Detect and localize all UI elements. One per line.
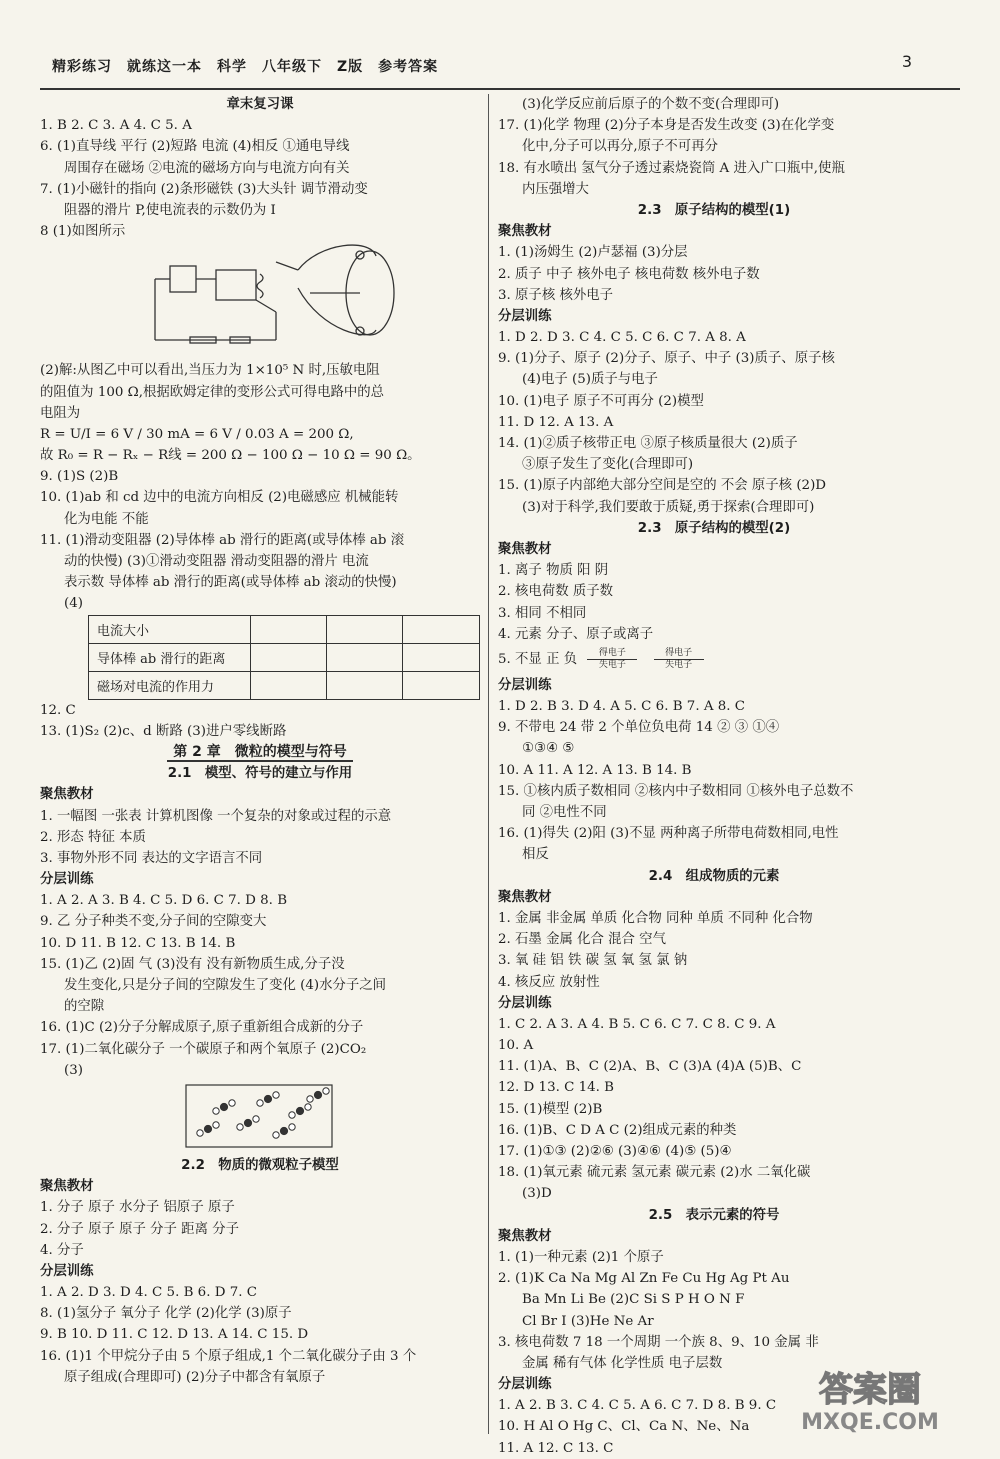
table-row	[89, 615, 480, 643]
section-heading: 2.3 原子结构的模型(2)	[637, 520, 791, 536]
answer-line: 7. (1)小磁针的指向 (2)条形磁铁 (3)大头针 调节滑动变	[40, 181, 368, 197]
answer-line: 9. B 10. D 11. C 12. D 13. A 14. C 15. D	[40, 1327, 309, 1343]
table-cell: 电流大小	[89, 615, 251, 643]
answer-line: 1. A 2. D 3. D 4. C 5. B 6. D 7. C	[40, 1285, 257, 1301]
answer-block	[498, 675, 930, 866]
answer-line: 12. C	[40, 702, 76, 718]
answer-block	[498, 887, 930, 1205]
answer-line: Cl Br I (3)He Ne Ar	[522, 1313, 654, 1329]
answer-line: 2. 分子 原子 原子 分子 距离 分子	[40, 1221, 240, 1237]
answer-line: 1. (1)汤姆生 (2)卢瑟福 (3)分层	[498, 245, 688, 261]
answer-line: 10. H Al O Hg C、Cl、Ca N、Ne、Na	[498, 1419, 750, 1435]
answer-line: 相反	[522, 847, 549, 863]
answer-line: 金属 稀有气体 化学性质 电子层数	[522, 1355, 723, 1371]
answer-line: 18. (1)氧元素 硫元素 氢元素 碳元素 (2)水 二氧化碳	[498, 1165, 811, 1181]
answer-line: 11. (1)A、B、C (2)A、B、C (3)A (4)A (5)B、C	[498, 1059, 802, 1075]
table-cell-empty	[327, 671, 403, 699]
table-cell: 磁场对电流的作用力	[89, 671, 251, 699]
answer-line: 17. (1)二氧化碳分子 一个碳原子和两个氧原子 (2)CO₂	[40, 1041, 367, 1057]
answer-line: 电阻为	[40, 405, 81, 421]
page-number: 3	[901, 52, 912, 71]
molecule-atom	[280, 1127, 287, 1134]
table-cell-empty	[250, 671, 326, 699]
molecule-atom	[273, 1132, 279, 1138]
answer-line: 1. B 2. C 3. A 4. C 5. A	[40, 118, 192, 134]
table-body	[89, 615, 480, 699]
answer-line: 的空隙	[64, 999, 105, 1015]
molecule-atom	[197, 1130, 203, 1136]
answer-line: 13. (1)S₂ (2)c、d 断路 (3)进户零线断路	[40, 723, 287, 739]
answer-line: 1. A 2. B 3. C 4. C 5. A 6. C 7. D 8. B 9. C	[498, 1398, 777, 1414]
answer-line: 聚焦教材	[40, 787, 94, 803]
answer-line: ③原子发生了变化(合理即可)	[522, 457, 694, 473]
fraction-arrow: $\frac{\text{得电子}}{\text{失电子}}$	[654, 648, 704, 671]
chapter-heading: 第 2 章 微粒的模型与符号	[40, 742, 480, 763]
circuit-figure	[40, 242, 480, 360]
answer-line: 16. (1)1 个甲烷分子由 5 个原子组成,1 个二氧化碳分子由 3 个	[40, 1348, 417, 1364]
molecule-atom	[296, 1107, 303, 1114]
answer-line: 11. A 12. C 13. C	[498, 1440, 614, 1456]
answer-line: 10. A 11. A 12. A 13. B 14. B	[498, 762, 692, 778]
answer-line: 分层训练	[498, 308, 552, 324]
answer-block	[40, 700, 480, 742]
answer-line: 8 (1)如图所示	[40, 224, 126, 240]
answer-line: 分层训练	[40, 872, 94, 888]
molecule-atom	[323, 1088, 329, 1094]
molecule-diagram	[40, 1081, 480, 1155]
answer-line: 1. 一幅图 一张表 计算机图像 一个复杂的对象或过程的示意	[40, 808, 392, 824]
answer-line: 聚焦教材	[40, 1179, 94, 1195]
answer-line: 12. D 13. C 14. B	[498, 1080, 614, 1096]
answer-line: 1. 金属 非金属 单质 化合物 同种 单质 不同种 化合物	[498, 910, 813, 926]
answer-line: 17. (1)化学 物理 (2)分子本身是否发生改变 (3)在化学变	[498, 118, 835, 134]
answer-line: 9. 不带电 24 带 2 个单位负电荷 14 ② ③ ①④	[498, 720, 780, 736]
answer-line: 9. (1)S (2)B	[40, 469, 119, 485]
answer-block	[498, 221, 930, 518]
answer-block	[40, 115, 480, 242]
table-cell-empty	[250, 643, 326, 671]
answer-line: 11. D 12. A 13. A	[498, 414, 614, 430]
header-rule	[40, 88, 960, 90]
molecule-atom	[204, 1125, 211, 1132]
answer-line: Ba Mn Li Be (2)C Si S P H O N F	[522, 1292, 745, 1308]
answer-line-5: 5. 不显 正 负 $\frac{\text{得电子}}{\text{失电子}} \frac{\text{得电子}}{\text{失电子}}$	[498, 645, 930, 675]
answer-line: 16. (1)B、C D A C (2)组成元素的种类	[498, 1122, 737, 1138]
answer-line: 化中,分子可以再分,原子不可再分	[522, 139, 718, 155]
answer-line: 2. 核电荷数 质子数	[498, 584, 614, 600]
column-divider	[488, 94, 489, 1434]
table-cell-empty	[403, 671, 480, 699]
answer-line: 2. (1)K Ca Na Mg Al Zn Fe Cu Hg Ag Pt Au	[498, 1271, 790, 1287]
molecule-atom	[220, 1103, 227, 1110]
answer-line: (3)D	[522, 1186, 552, 1202]
answer-line: 4. 分子	[40, 1242, 84, 1258]
answer-line: 15. (1)模型 (2)B	[498, 1101, 603, 1117]
answer-line: 1. (1)一种元素 (2)1 个原子	[498, 1249, 664, 1265]
answer-line: 内压强增大	[522, 181, 589, 197]
answer-line: 11. (1)滑动变阻器 (2)导体棒 ab 滑行的距离(或导体棒 ab 滚	[40, 532, 405, 548]
answer-line: 18. 有水喷出 氢气分子透过素烧瓷筒 A 进入广口瓶中,使瓶	[498, 160, 845, 176]
answer-line: 16. (1)C (2)分子分解成原子,原子重新组合成新的分子	[40, 1020, 364, 1036]
section-heading: 2.3 原子结构的模型(1)	[637, 202, 791, 218]
answer-line: 1. C 2. A 3. A 4. B 5. C 6. C 7. C 8. C 9. A	[498, 1016, 776, 1032]
answer-line: 3. 核电荷数 7 18 一个周期 一个族 8、9、10 金属 非	[498, 1334, 819, 1350]
data-table	[88, 615, 480, 700]
molecule-atom	[289, 1112, 295, 1118]
answer-line: 3. 事物外形不同 表达的文字语言不同	[40, 850, 263, 866]
watermark-logo	[760, 1365, 980, 1435]
table-cell-empty	[250, 615, 326, 643]
answer-line: 3. 原子核 核外电子	[498, 287, 614, 303]
answer-line: 同 ②电性不同	[522, 805, 607, 820]
answer-line: 的阻值为 100 Ω,根据欧姆定律的变形公式可得电路中的总	[40, 384, 385, 400]
page-header	[52, 52, 912, 82]
answer-line: (3)	[64, 1062, 83, 1078]
answer-line: 周围存在磁场 ②电流的磁场方向与电流方向有关	[64, 160, 350, 176]
answer-line: 16. (1)得失 (2)阳 (3)不显 两种离子所带电荷数相同,电性	[498, 826, 839, 842]
answer-line: 1. D 2. B 3. D 4. A 5. C 6. B 7. A 8. C	[498, 699, 746, 715]
table-row	[89, 643, 480, 671]
watermark-url: MXQE.COM	[801, 1410, 939, 1435]
left-column	[40, 94, 480, 1388]
answer-line: 发生变化,只是分子间的空隙发生了变化 (4)水分子之间	[64, 978, 387, 993]
answer-line: 2. 石墨 金属 化合 混合 空气	[498, 932, 666, 948]
molecule-atom	[305, 1104, 311, 1110]
answer-line: 17. (1)①③ (2)②⑥ (3)④⑥ (4)⑤ (5)④	[498, 1144, 732, 1159]
answer-line: 4. 核反应 放射性	[498, 974, 600, 990]
section-heading: 2.2 物质的微观粒子模型	[181, 1157, 339, 1173]
molecule-group	[197, 1088, 329, 1138]
answer-line: 1. D 2. D 3. C 4. C 5. C 6. C 7. A 8. A	[498, 330, 746, 346]
circuit-diagram	[40, 242, 480, 360]
table-cell-empty	[327, 643, 403, 671]
answer-line: 分层训练	[498, 677, 552, 693]
answer-line: 2. 形态 特征 本质	[40, 829, 146, 845]
answer-line: 1. 分子 原子 水分子 铝原子 原子	[40, 1200, 235, 1216]
molecule-atom	[257, 1100, 263, 1106]
molecule-atom	[314, 1091, 321, 1098]
answer-line: 10. (1)ab 和 cd 边中的电流方向相反 (2)电磁感应 机械能转	[40, 490, 399, 506]
answer-line: ①③④ ⑤	[522, 741, 575, 757]
answer-line: 6. (1)直导线 平行 (2)短路 电流 (4)相反 ①通电导线	[40, 139, 350, 155]
answer-line: 9. (1)分子、原子 (2)分子、原子、中子 (3)质子、原子核	[498, 351, 835, 367]
molecule-figure	[40, 1081, 480, 1155]
answer-line: 分层训练	[498, 995, 552, 1011]
right-column	[498, 94, 930, 1459]
answer-line: 分层训练	[40, 1263, 94, 1279]
answer-line: 3. 氧 硅 铝 铁 碳 氢 氧 氢 氯 钠	[498, 953, 688, 969]
answer-line: 15. ①核内质子数相同 ②核内中子数相同 ①核外电子总数不	[498, 783, 854, 799]
answer-block	[40, 784, 480, 1081]
answer-line: 阻器的滑片 P,使电流表的示数仍为 I	[64, 202, 276, 218]
answer-line: 1. 离子 物质 阳 阴	[498, 563, 609, 579]
molecule-atom	[264, 1095, 271, 1102]
molecule-atom	[273, 1092, 279, 1098]
answer-block	[498, 94, 930, 200]
molecule-atom	[229, 1100, 235, 1106]
answer-line: 化为电能 不能	[64, 511, 149, 527]
answer-line: 15. (1)原子内部绝大部分空间是空的 不会 原子核 (2)D	[498, 478, 827, 494]
answer-line: 10. (1)电子 原子不可再分 (2)模型	[498, 393, 704, 409]
header-title: 精彩练习 就练这一本 科学 八年级下 Z版 参考答案	[52, 59, 439, 75]
answer-line: 分层训练	[498, 1377, 552, 1393]
fraction-arrow: $\frac{\text{得电子}}{\text{失电子}}$	[587, 648, 637, 671]
answer-line: 8. (1)氢分子 氧分子 化学 (2)化学 (3)原子	[40, 1306, 292, 1322]
answer-line: (3)化学反应前后原子的个数不变(合理即可)	[522, 97, 780, 112]
answer-line: 10. D 11. B 12. C 13. B 14. B	[40, 935, 236, 951]
answer-line: 聚焦教材	[498, 541, 552, 557]
answer-line: (4)	[64, 596, 83, 612]
answer-line: 10. A	[498, 1038, 534, 1054]
answer-block	[498, 539, 930, 645]
answer-block	[40, 1176, 480, 1388]
answer-line: 1. A 2. A 3. B 4. C 5. D 6. C 7. D 8. B	[40, 893, 288, 909]
section-heading: 2.1 模型、符号的建立与作用	[167, 766, 353, 782]
answer-line: 聚焦教材	[498, 889, 552, 905]
section-heading: 2.5 表示元素的符号	[648, 1207, 780, 1223]
answer-line: R = U/I = 6 V / 30 mA = 6 V / 0.03 A = 200 Ω,	[40, 426, 354, 442]
answer-line: 4. 元素 分子、原子或离子	[498, 626, 654, 642]
table-cell-empty	[403, 615, 480, 643]
answer-line: 聚焦教材	[498, 224, 552, 240]
answer-line: 2. 质子 中子 核外电子 核电荷数 核外电子数	[498, 266, 760, 282]
answer-line: (3)对于科学,我们要敢于质疑,勇于探索(合理即可)	[522, 499, 815, 515]
molecule-atom	[213, 1108, 219, 1114]
answer-line: 3. 相同 不相同	[498, 605, 587, 621]
answer-line: 聚焦教材	[498, 1228, 552, 1244]
answer-line: (2)解:从图乙中可以看出,当压力为 1×10⁵ N 时,压敏电阻	[40, 363, 380, 379]
answer-line: 原子组成(合理即可) (2)分子中都含有氧原子	[64, 1369, 326, 1385]
molecule-atom	[237, 1124, 243, 1130]
answer-line: 14. (1)②质子核带正电 ③原子核质量很大 (2)质子	[498, 436, 798, 451]
answer-line: 故 R₀ = R − Rₓ − R线 = 200 Ω − 100 Ω − 10 Ω = 90 Ω。	[40, 448, 421, 464]
answer-line: 15. (1)乙 (2)固 气 (3)没有 没有新物质生成,分子没	[40, 956, 345, 972]
table-cell: 导体棒 ab 滑行的距离	[89, 643, 251, 671]
section-heading: 章末复习课	[226, 97, 294, 112]
answer-line: 表示数 导体棒 ab 滑行的距离(或导体棒 ab 滚动的快慢)	[64, 575, 397, 591]
watermark-text: 答案圈	[819, 1370, 921, 1410]
answer-line: (4)电子 (5)质子与电子	[522, 372, 658, 388]
table-cell-empty	[403, 643, 480, 671]
table-row	[89, 671, 480, 699]
answer-block	[40, 360, 480, 614]
answer-line: 动的快慢) (3)①滑动变阻器 滑动变阻器的滑片 电流	[64, 554, 369, 569]
table-cell-empty	[327, 615, 403, 643]
molecule-atom	[307, 1096, 313, 1102]
answer-line: 9. 乙 分子种类不变,分子间的空隙变大	[40, 914, 267, 930]
section-heading: 2.4 组成物质的元素	[648, 868, 780, 884]
molecule-atom	[253, 1116, 259, 1122]
molecule-atom	[244, 1119, 251, 1126]
molecule-atom	[213, 1122, 219, 1128]
molecule-atom	[289, 1124, 295, 1130]
